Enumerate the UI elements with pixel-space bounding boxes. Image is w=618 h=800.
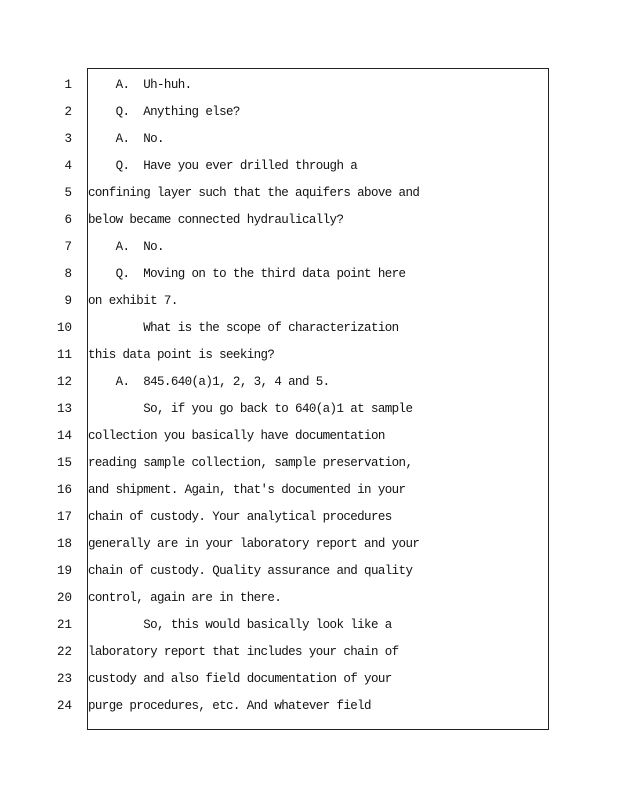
transcript-line: A. Uh-huh.: [88, 78, 192, 92]
transcript-line: A. 845.640(a)1, 2, 3, 4 and 5.: [88, 375, 330, 389]
line-number: 9: [64, 294, 72, 308]
line-number: 2: [64, 105, 72, 119]
line-number: 3: [64, 132, 72, 146]
line-number: 21: [56, 618, 72, 632]
transcript-line: So, if you go back to 640(a)1 at sample: [88, 402, 413, 416]
line-number: 15: [56, 456, 72, 470]
transcript-line: What is the scope of characterization: [88, 321, 399, 335]
line-number: 18: [56, 537, 72, 551]
transcript-line: So, this would basically look like a: [88, 618, 392, 632]
line-number: 16: [56, 483, 72, 497]
line-number: 6: [64, 213, 72, 227]
transcript-line: generally are in your laboratory report and your: [88, 537, 420, 551]
transcript-line: this data point is seeking?: [88, 348, 275, 362]
transcript-line: confining layer such that the aquifers above and: [88, 186, 420, 200]
line-number: 24: [56, 699, 72, 713]
transcript-line: Q. Anything else?: [88, 105, 240, 119]
transcript-line: on exhibit 7.: [88, 294, 178, 308]
line-number: 19: [56, 564, 72, 578]
line-number: 11: [56, 348, 72, 362]
transcript-line: below became connected hydraulically?: [88, 213, 344, 227]
transcript-line: chain of custody. Your analytical procedures: [88, 510, 392, 524]
line-number: 13: [56, 402, 72, 416]
transcript-line: laboratory report that includes your chain of: [88, 645, 399, 659]
transcript-line: reading sample collection, sample preservation,: [88, 456, 413, 470]
transcript-line: purge procedures, etc. And whatever field: [88, 699, 371, 713]
line-number: 1: [64, 78, 72, 92]
line-number: 12: [56, 375, 72, 389]
transcript-line: and shipment. Again, that's documented in your: [88, 483, 406, 497]
transcript-line: A. No.: [88, 132, 164, 146]
line-number: 5: [64, 186, 72, 200]
transcript-line: collection you basically have documentation: [88, 429, 385, 443]
transcript-line: Q. Have you ever drilled through a: [88, 159, 358, 173]
transcript-line: A. No.: [88, 240, 164, 254]
line-number: 4: [64, 159, 72, 173]
line-number: 7: [64, 240, 72, 254]
line-number: 14: [56, 429, 72, 443]
line-number: 10: [56, 321, 72, 335]
transcript-line: control, again are in there.: [88, 591, 282, 605]
transcript-line: chain of custody. Quality assurance and quality: [88, 564, 413, 578]
transcript-line: Q. Moving on to the third data point here: [88, 267, 406, 281]
line-number: 20: [56, 591, 72, 605]
line-number: 23: [56, 672, 72, 686]
line-number: 22: [56, 645, 72, 659]
line-number: 17: [56, 510, 72, 524]
line-number: 8: [64, 267, 72, 281]
transcript-line: custody and also field documentation of your: [88, 672, 392, 686]
